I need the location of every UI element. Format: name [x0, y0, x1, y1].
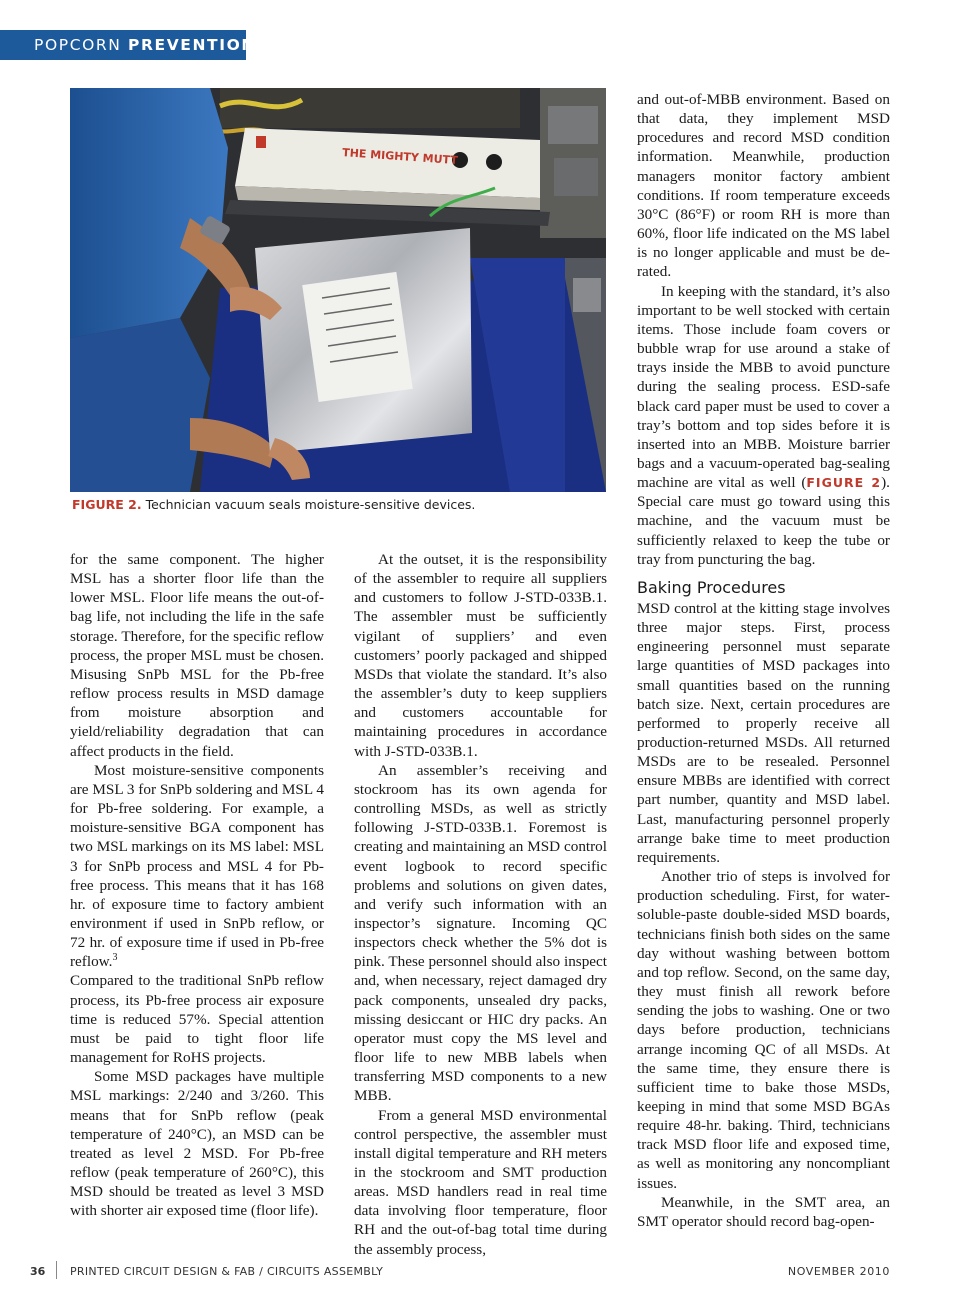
figure-label: FIGURE 2. — [72, 497, 142, 512]
paragraph: Some MSD packages have multiple MSL markings: 2/240 and 3/260. This means that for SnPb reflow (peak temperature of 240°C), an MSD can be treated as level 2 MSD. For Pb-free reflow (peak temperature of 260°C), this MSD should be treated as level 3 MSD with shorter air exposed time (floor life). — [70, 1068, 324, 1220]
machine-brand-label: THE MIGHTY MUTT — [341, 146, 459, 168]
footer-journal-title: PRINTED CIRCUIT DESIGN & FAB / CIRCUITS ASSEMBLY — [70, 1265, 384, 1278]
paragraph: An assembler’s receiving and stockroom has its own agenda for controlling MSDs, as well as strictly following J-STD-033B.1. Foremost is creating and maintaining an MSD control event logbook to record specific problems and solutions on given dates, and verify such information with an inspector’s signature. Incoming QC inspectors check whether the 5% dot is pink. These personnel should also inspect and, when necessary, reject damaged dry pack components, unsealed dry packs, missing desiccant or HIC dry packs. An operator must copy the MS level and floor life to new MBB labels when transferring MSD components to a new MBB. — [354, 761, 607, 1105]
footnote-marker: 3 — [112, 952, 118, 964]
paragraph-text: In keeping with the standard, it’s also important to be well stocked with certain items. Those include foam covers or bubble wrap for use around a stake of trays inside the MBB to avoid puncture during the sealing process. ESD-safe black card paper must be used to cover a tray’s bottom and top sides before it is inserted into an MBB. Moisture barrier bags and a vacuum-operated bag-sealing machine are vital as well ( — [637, 282, 890, 492]
paragraph: Compared to the traditional SnPb reflow process, its Pb-free process air exposure time is reduced 57%. Special attention must be paid to tight floor life management for RoHS projects. — [70, 972, 324, 1067]
paragraph: Meanwhile, in the SMT area, an SMT operator should record bag-open- — [637, 1193, 890, 1230]
section-subheading: Baking Procedures — [637, 577, 786, 597]
section-header-light: POPCORN — [34, 36, 122, 54]
paragraph — [637, 282, 890, 569]
paragraph-text: ). Special care must go toward using this machine, and the vacuum must be sufficiently relaxed to keep the tube or tray from puncturing the bag. — [637, 474, 890, 568]
paragraph: From a general MSD environmental control perspective, the assembler must install digital temperature and RH meters in the stockroom and SMT production areas. MSD handlers read in real time data involving floor temperature, floor RH and the out-of-bag total time during the assembly process, — [354, 1106, 607, 1258]
footer-issue-date: NOVEMBER 2010 — [787, 1265, 890, 1278]
paragraph: for the same component. The higher MSL has a shorter floor life than the lower MSL. Floor life means the out-of-bag life, not including the life in the safe storage. Therefore, for the specific reflow process, the proper MSL must be chosen. Misusing SnPb MSL for the Pb-free reflow process results in MSD damage from moisture absorption and yield/reliability degradation that can affect products in the field. — [70, 551, 324, 760]
figure-photo-illustration — [70, 88, 606, 492]
figure-caption-text: Technician vacuum seals moisture-sensitive devices. — [145, 497, 476, 512]
body-column-2 — [354, 550, 607, 1259]
figure-reference-link[interactable]: FIGURE 2 — [806, 475, 882, 491]
paragraph: MSD control at the kitting stage involves three major steps. First, process engineering personnel must separate large quantities of MSD packages into small quantities based on the running batch size. Next, certain procedures are performed to properly receive all production-returned MSDs. All returned MSDs are to be resealed. Personnel ensure MBBs are identified with correct part number, quantity and MSD label. Last, manufacturing personnel properly arrange bake time to meet production requirements. — [637, 599, 890, 866]
paragraph: and out-of-MBB environment. Based on that data, they implement MSD procedures and record MSD condition information. Meanwhile, production managers monitor factory ambient conditions. If room temperature exceeds 30°C (86°F) or room RH is more than 60%, floor life indicated on the MS label is no longer applicable and must be de-rated. — [637, 91, 890, 281]
section-header — [34, 30, 256, 60]
footer-divider — [56, 1261, 57, 1279]
figure-caption — [72, 497, 475, 512]
paragraph — [70, 761, 324, 972]
body-column-3 — [637, 90, 890, 1231]
paragraph: Another trio of steps is involved for production scheduling. First, for water-soluble-paste double-sided MSD boards, technicians finish both sides on the same day without washing between bottom and top reflow. Second, on the same day, they must finish all rework before sending the jobs to washing. One or two days before production, technicians arrange incoming QC of all MSDs. At the same time, they ensure there is sufficient time to bake those MSDs, keeping in mind that some MSD BGAs require 48-hr. baking. Third, technicians track MSD floor life and exposed time, as well as monitoring any noncompliant issues. — [637, 868, 890, 1192]
page-number: 36 — [30, 1265, 46, 1278]
paragraph: At the outset, it is the responsibility of the assembler to require all suppliers and customers to follow J-STD-033B.1. The assembler must be sufficiently vigilant of suppliers’ and even customers’ poorly packaged and shipped MSDs that violate the standard. It’s also the assembler’s duty to keep suppliers and customers accountable for maintaining procedures in accordance with J-STD-033B.1. — [354, 551, 607, 760]
figure-photo — [70, 88, 606, 492]
section-header-bold: PREVENTION — [128, 36, 256, 54]
paragraph-text: Most moisture-sensitive components are MSL 3 for SnPb soldering and MSL 4 for Pb-free soldering. For example, a moisture-sensitive BGA component has two MSL markings on its MS label: MSL 3 for SnPb process and MSL 4 for Pb-free process. This means that it has 168 hr. of exposure time to factory ambient environment if used in SnPb reflow, or 72 hr. of exposure time if used in Pb-free reflow. — [70, 761, 324, 971]
body-column-1 — [70, 550, 324, 1220]
